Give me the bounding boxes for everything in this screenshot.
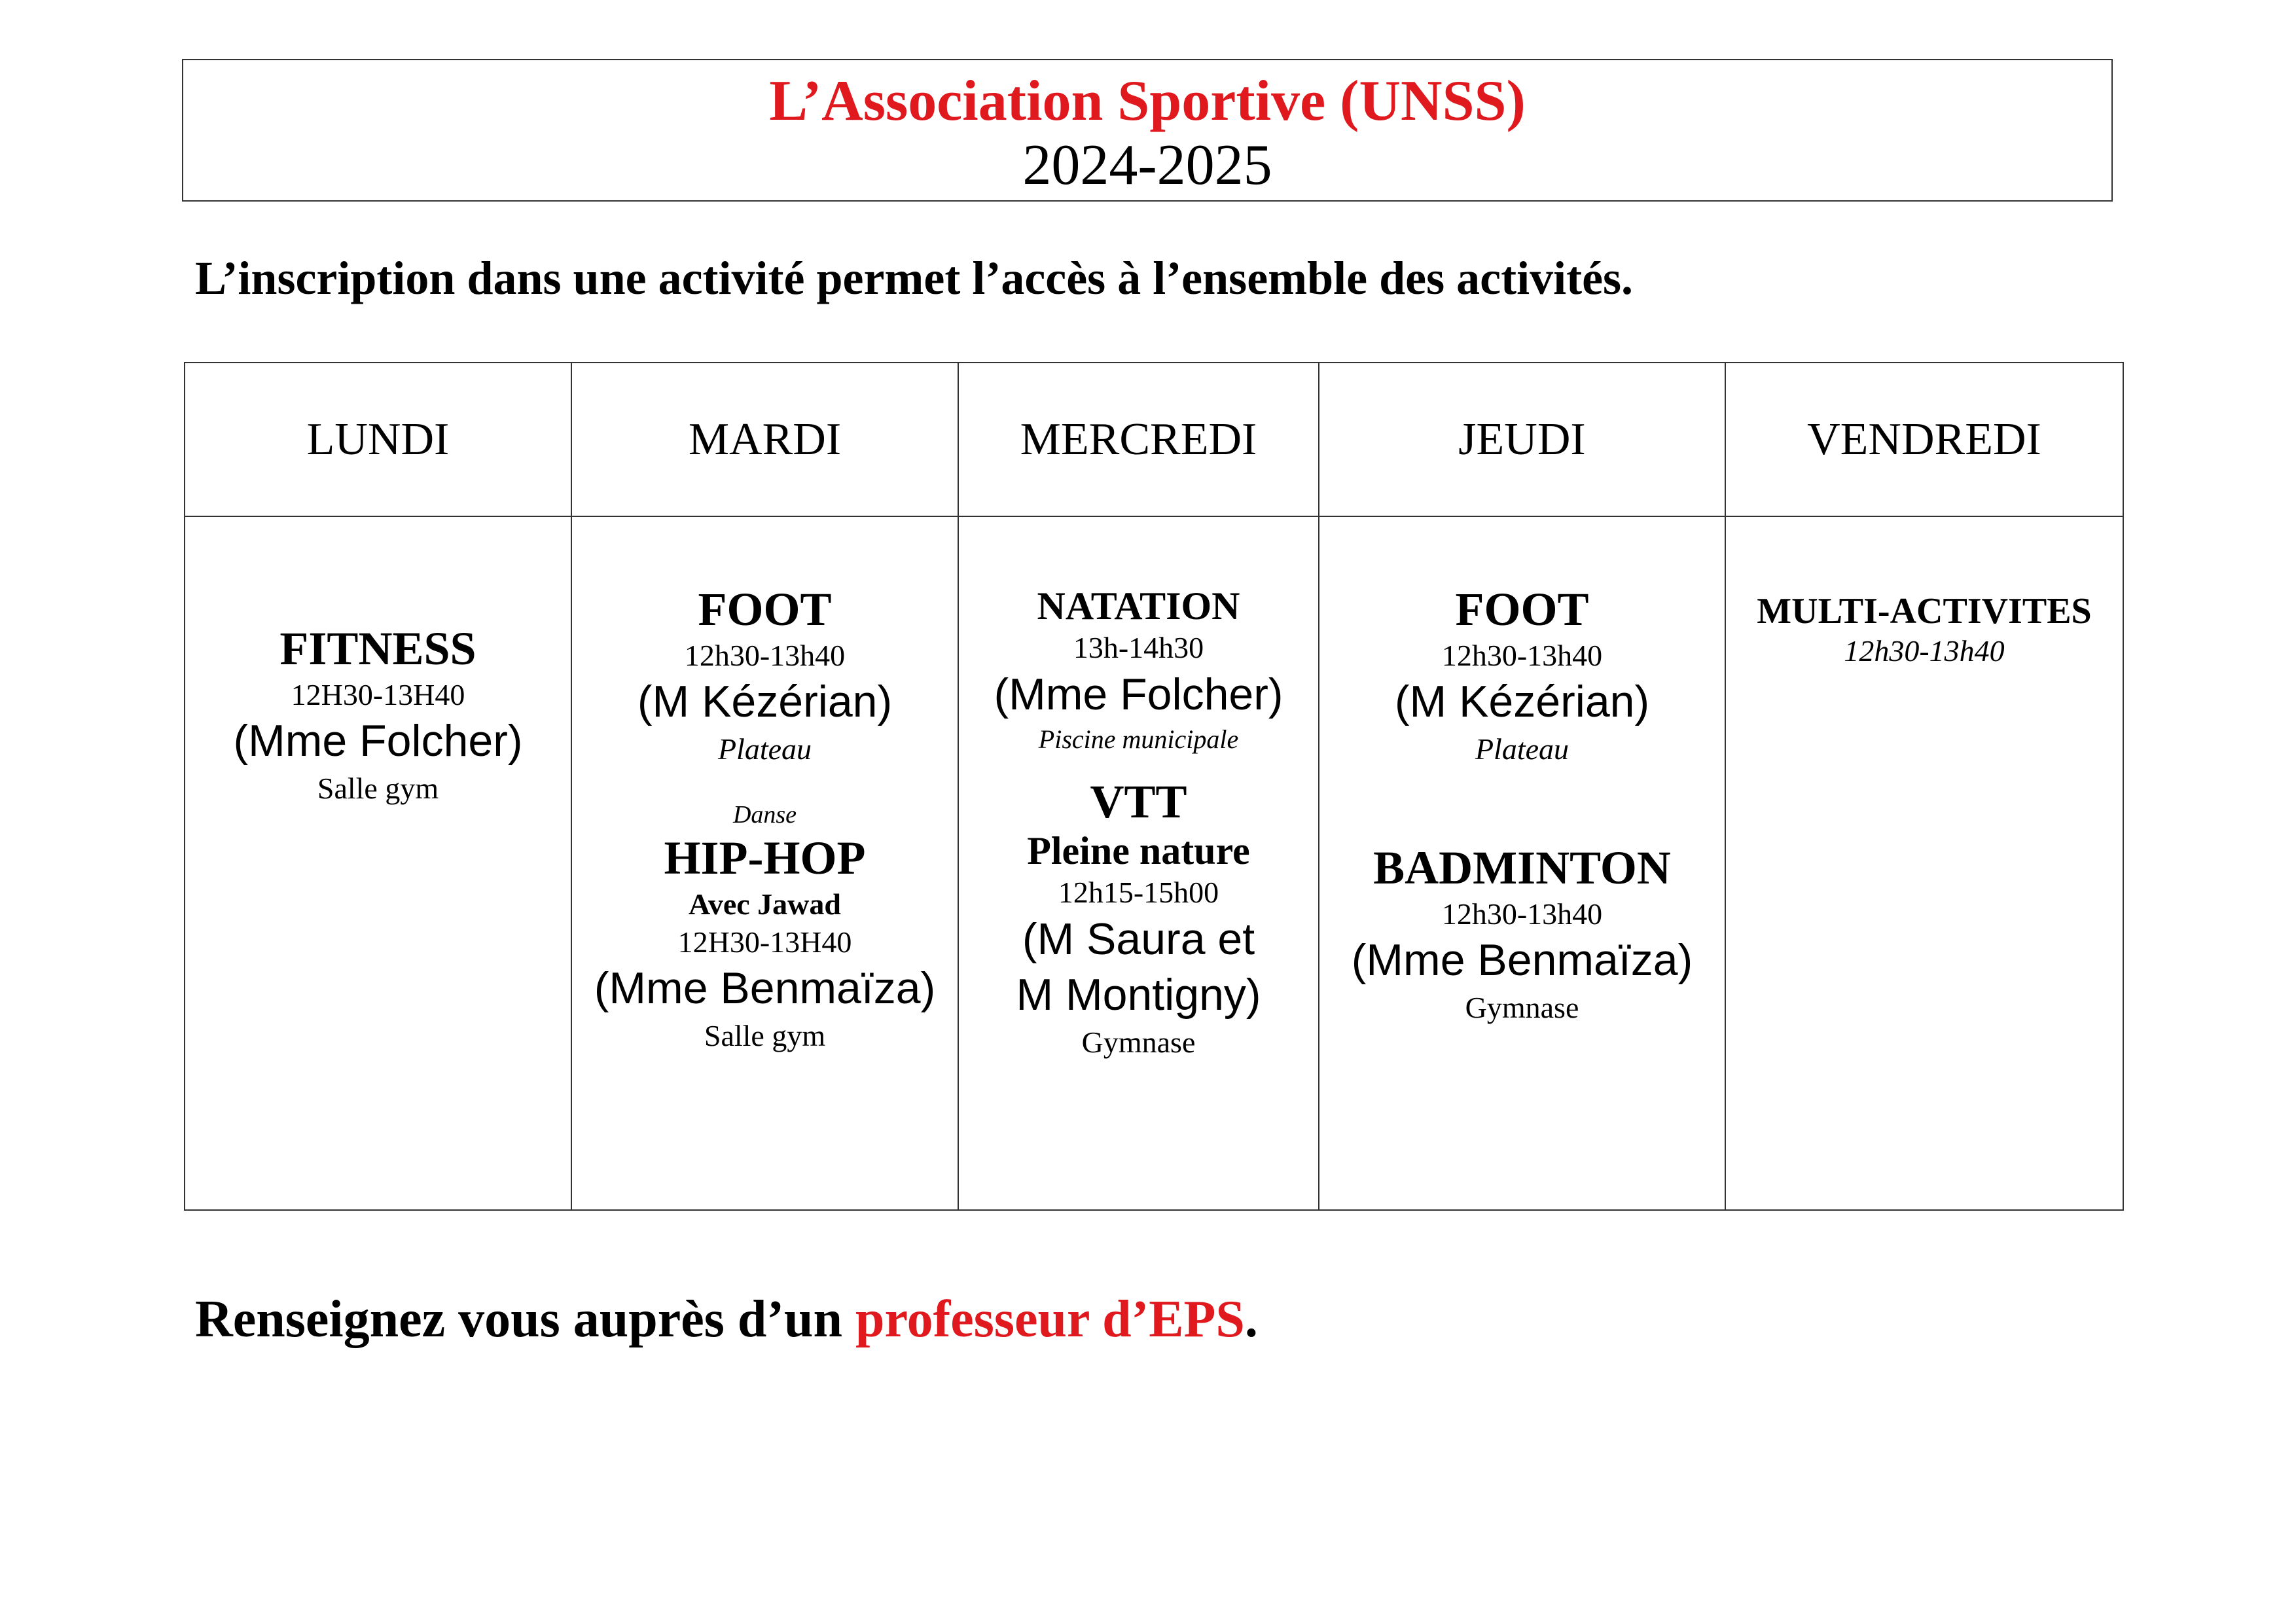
activity-name: HIP-HOP: [664, 832, 866, 885]
activity-note: Danse: [732, 801, 797, 829]
activity-time: 13h-14h30: [1073, 631, 1204, 664]
activity-time: 12H30-13H40: [291, 677, 465, 711]
cell-jeudi: [1319, 516, 1725, 1210]
activity-time: 12h30-13h40: [1844, 634, 2005, 668]
activity-teacher: (Mme Benmaïza): [594, 963, 936, 1014]
activity-teacher: (Mme Benmaïza): [1351, 935, 1693, 986]
intro-text: L’inscription dans une activité permet l’accès à l’ensemble des activités.: [195, 252, 1634, 304]
activity-teacher: (M Kézérian): [1394, 677, 1650, 727]
school-year: 2024-2025: [1022, 134, 1272, 197]
table-header-row: [185, 363, 2123, 516]
activity-teacher: M Montigny): [1016, 969, 1261, 1020]
footer-text-before: Renseignez vous auprès d’un: [195, 1291, 856, 1348]
activity-name: FOOT: [698, 583, 832, 635]
activity-location: Gymnase: [1465, 991, 1579, 1025]
activity-teacher: (Mme Folcher): [233, 716, 523, 766]
cell-vendredi: [1725, 516, 2123, 1210]
day-header-mardi: MARDI: [571, 363, 958, 516]
activity-name: FOOT: [1455, 583, 1589, 635]
activity-name: NATATION: [1037, 584, 1240, 628]
cell-mercredi: [958, 516, 1319, 1210]
day-header-mercredi: MERCREDI: [958, 363, 1319, 516]
footer-text: [195, 1288, 1258, 1351]
schedule-table: [184, 362, 2124, 1211]
activity-location: Gymnase: [1081, 1025, 1196, 1059]
activity-instructor: Avec Jawad: [689, 887, 841, 921]
activity-location: Salle gym: [317, 772, 439, 806]
activity-name: MULTI-ACTIVITES: [1757, 591, 2092, 632]
activity-time: 12h30-13h40: [684, 638, 846, 672]
activity-location: Plateau: [1475, 732, 1570, 766]
activity-name: BADMINTON: [1373, 842, 1671, 895]
activity-teacher: (M Saura et: [1022, 914, 1255, 964]
day-header-jeudi: JEUDI: [1319, 363, 1725, 516]
activity-name: FITNESS: [279, 622, 476, 675]
activity-teacher: (Mme Folcher): [994, 669, 1283, 719]
page-title: L’Association Sportive (UNSS): [769, 69, 1526, 133]
activity-location: Salle gym: [704, 1019, 826, 1053]
day-header-vendredi: VENDREDI: [1725, 363, 2123, 516]
activity-time: 12h30-13h40: [1441, 897, 1603, 931]
activity-time: 12h30-13h40: [1441, 638, 1603, 672]
day-header-lundi: LUNDI: [185, 363, 571, 516]
activity-name: VTT: [1090, 775, 1187, 828]
footer-text-after: .: [1244, 1291, 1258, 1348]
activity-time: 12H30-13H40: [677, 925, 852, 959]
activity-time: 12h15-15h00: [1058, 876, 1219, 910]
table-row: [185, 516, 2123, 1210]
activity-location: Plateau: [717, 732, 812, 766]
activity-teacher: (M Kézérian): [637, 677, 893, 727]
activity-subtitle: Pleine nature: [1027, 829, 1250, 873]
title-box: [182, 59, 2113, 202]
cell-mardi: [571, 516, 958, 1210]
activity-location: Piscine municipale: [1038, 724, 1239, 754]
cell-lundi: [185, 516, 571, 1210]
footer-highlight: professeur d’EPS: [855, 1291, 1245, 1348]
